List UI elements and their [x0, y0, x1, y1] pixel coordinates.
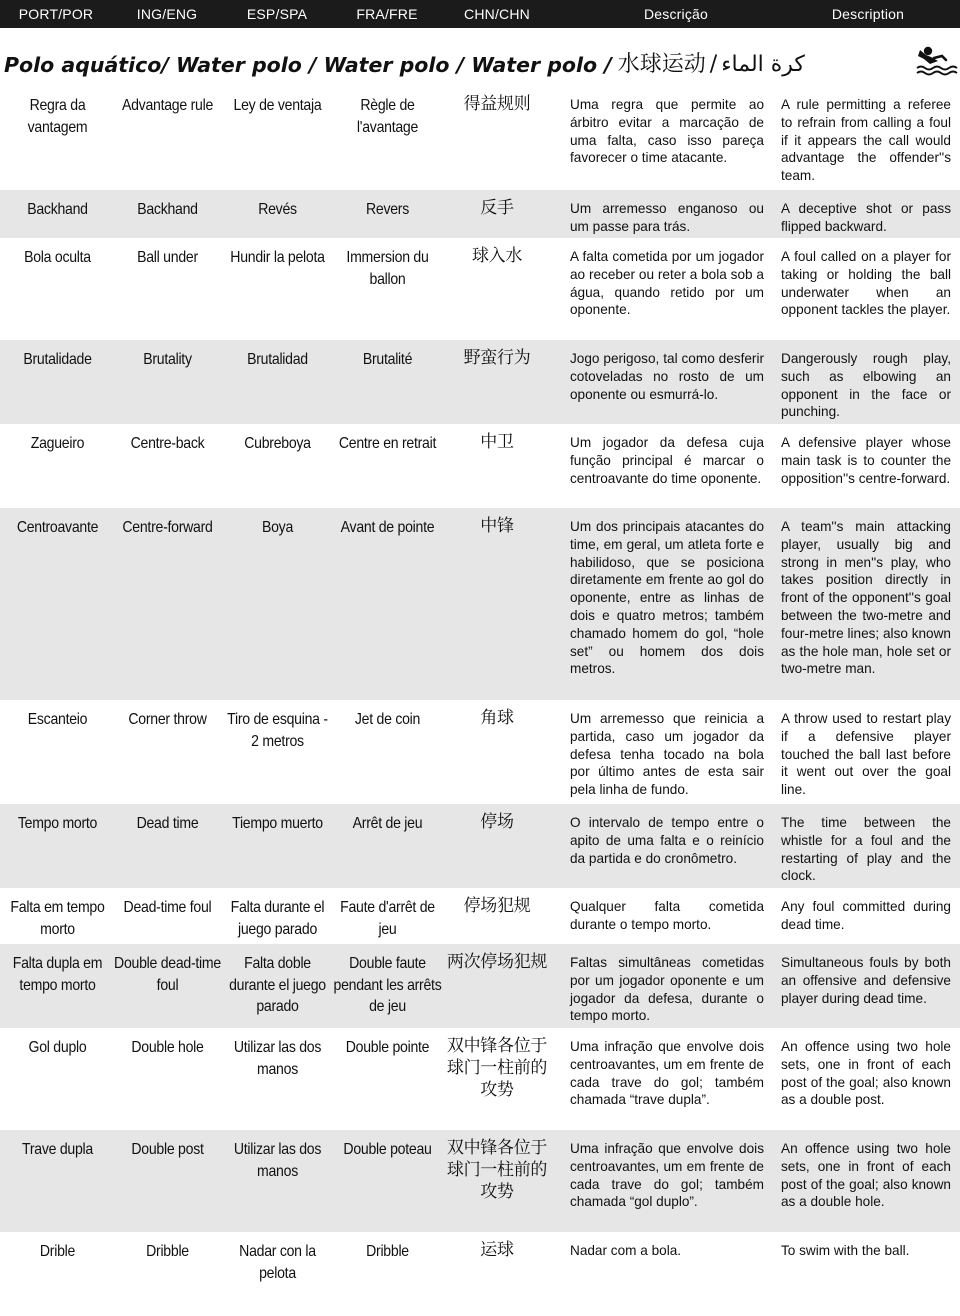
- table-row: [0, 944, 960, 1028]
- term-french: Double pointe: [345, 1039, 429, 1056]
- term-chinese: 野蛮行为: [463, 348, 531, 368]
- swimmer-icon: [916, 44, 958, 78]
- description-portuguese: Um arremesso que reinicia a partida, caso um jogador da defesa tenha tocado na bola por último antes de esta sair pela linha de fundo.: [570, 711, 764, 798]
- term-chinese: 停场犯规: [463, 896, 531, 916]
- column-header-fr: FRA/FRE: [356, 6, 418, 22]
- table-row: [0, 508, 960, 700]
- description-english: A defensive player whose main task is to counter the opposition''s centre-forward.: [781, 435, 951, 486]
- column-header-pt: PORT/POR: [18, 6, 94, 22]
- term-french: Jet de coin: [354, 711, 420, 728]
- description-portuguese: A falta cometida por um jogador ao receber ou reter a bola sob a água, quando retido por um oponente.: [570, 249, 764, 318]
- term-chinese: 中卫: [480, 432, 514, 452]
- title-latin: Polo aquático/ Water polo / Water polo / Water polo /: [4, 53, 612, 77]
- description-portuguese: Um jogador da defesa cuja função principal é marcar o centroavante do time oponente.: [570, 435, 764, 486]
- term-portuguese: Brutalidade: [22, 351, 92, 368]
- description-english: An offence using two hole sets, one in front of each post of the goal; also known as a double hole.: [781, 1141, 951, 1210]
- term-english: Dribble: [145, 1243, 189, 1260]
- term-english: Centre-back: [130, 435, 204, 452]
- description-english: An offence using two hole sets, one in front of each post of the goal; also known as a double post.: [781, 1039, 951, 1108]
- term-french: Double faute pendant les arrêts de jeu: [333, 955, 441, 1015]
- term-french: Arrêt de jeu: [352, 815, 422, 832]
- description-english: The time between the whistle for a foul and the restarting of play and the clock.: [781, 815, 951, 884]
- term-portuguese: Bola oculta: [23, 249, 91, 266]
- term-spanish: Falta durante el juego parado: [230, 899, 324, 938]
- term-portuguese: Gol duplo: [28, 1039, 86, 1056]
- term-english: Brutality: [142, 351, 192, 368]
- term-chinese: 中锋: [480, 516, 514, 536]
- table-row: [0, 1028, 960, 1130]
- term-spanish: Ley de ventaja: [233, 97, 321, 114]
- term-chinese: 得益规则: [463, 94, 531, 114]
- description-portuguese: Qualquer falta cometida durante o tempo morto.: [570, 899, 764, 932]
- description-portuguese: Uma infração que envolve dois centroavantes, um em frente de cada trave do gol; também chamada “trave dupla”.: [570, 1039, 764, 1108]
- term-chinese: 两次停场犯规: [446, 952, 548, 972]
- title-chinese: 水球运动: [617, 52, 706, 77]
- column-header-es: ESP/SPA: [246, 6, 308, 22]
- term-english: Dead-time foul: [123, 899, 211, 916]
- term-french: Brutalité: [362, 351, 412, 368]
- term-english: Dead time: [136, 815, 198, 832]
- table-row: [0, 190, 960, 238]
- title-arabic: كرة الماء: [721, 52, 805, 77]
- table-row: [0, 86, 960, 190]
- term-spanish: Falta doble durante el juego parado: [228, 955, 326, 1015]
- term-spanish: Revés: [257, 201, 297, 218]
- table-row: [0, 424, 960, 508]
- column-header-zh: CHN/CHN: [464, 6, 530, 22]
- description-portuguese: Um dos principais atacantes do time, em geral, um atleta forte e habilidoso, que se posiciona diretamente em frente ao gol do oponente, entre as linhas de dois e quatro metros; também chamado homem do gol, “hole set” ou homem dos dois metros.: [570, 519, 764, 677]
- term-english: Backhand: [136, 201, 198, 218]
- term-portuguese: Centroavante: [16, 519, 98, 536]
- term-portuguese: Falta dupla em tempo morto: [12, 955, 102, 994]
- description-portuguese: Um arremesso enganoso ou um passe para trás.: [570, 201, 764, 234]
- column-header-description: Description: [831, 6, 905, 22]
- description-english: Any foul committed during dead time.: [781, 899, 951, 932]
- term-english: Double dead-time foul: [113, 955, 221, 994]
- term-french: Règle de l'avantage: [356, 97, 418, 136]
- table-row: [0, 700, 960, 804]
- term-french: Centre en retrait: [338, 435, 436, 452]
- term-french: Double poteau: [342, 1141, 432, 1158]
- term-chinese: 双中锋各位于球门一柱前的攻势: [446, 1036, 548, 1100]
- table-row: [0, 340, 960, 424]
- term-portuguese: Escanteio: [27, 711, 87, 728]
- description-english: Simultaneous fouls by both an offensive and defensive player during dead time.: [781, 955, 951, 1006]
- term-spanish: Nadar con la pelota: [238, 1243, 316, 1282]
- term-spanish: Utilizar las dos manos: [233, 1141, 321, 1180]
- table-row: [0, 888, 960, 944]
- term-english: Double post: [130, 1141, 204, 1158]
- term-spanish: Utilizar las dos manos: [233, 1039, 321, 1078]
- term-portuguese: Backhand: [26, 201, 88, 218]
- description-english: A foul called on a player for taking or holding the ball underwater when an opponent tackles the player.: [781, 249, 951, 318]
- term-chinese: 停场: [480, 812, 514, 832]
- term-chinese: 双中锋各位于球门一柱前的攻势: [446, 1138, 548, 1202]
- description-portuguese: O intervalo de tempo entre o apito de uma falta e o reinício da partida e do cronômetro.: [570, 815, 764, 866]
- table-row: [0, 1232, 960, 1292]
- description-english: Dangerously rough play, such as elbowing an opponent in the face or punching.: [781, 351, 951, 420]
- column-header-en: ING/ENG: [136, 6, 198, 22]
- term-chinese: 运球: [480, 1240, 514, 1260]
- term-spanish: Brutalidad: [246, 351, 308, 368]
- term-portuguese: Trave dupla: [21, 1141, 93, 1158]
- description-portuguese: Faltas simultâneas cometidas por um jogador oponente e um jogador da defesa, durante o tempo morto.: [570, 955, 764, 1024]
- term-french: Dribble: [365, 1243, 409, 1260]
- description-english: A team''s main attacking player, usually big and strong in men''s play, who takes position directly in front of the opponent''s goal between the two-metre and four-metre lines; also known as the hole man, hole set or two-metre man.: [781, 519, 951, 677]
- column-header-descricao: Descrição: [643, 6, 709, 22]
- term-chinese: 反手: [480, 198, 514, 218]
- term-english: Centre-forward: [121, 519, 213, 536]
- column-header-bar: [0, 0, 960, 28]
- description-english: A deceptive shot or pass flipped backward.: [781, 201, 951, 234]
- term-french: Revers: [365, 201, 409, 218]
- description-portuguese: Jogo perigoso, tal como desferir cotoveladas no rosto de um oponente ou esmurrá-lo.: [570, 351, 764, 402]
- description-portuguese: Nadar com a bola.: [570, 1243, 682, 1258]
- description-english: A rule permitting a referee to refrain from calling a foul if it appears the call would advantage the offender''s team.: [781, 97, 951, 184]
- term-english: Advantage rule: [121, 97, 213, 114]
- page-title: [4, 44, 805, 84]
- term-portuguese: Drible: [39, 1243, 75, 1260]
- title-separator: /: [709, 52, 718, 77]
- term-spanish: Tiro de esquina - 2 metros: [226, 711, 328, 750]
- term-spanish: Cubreboya: [243, 435, 311, 452]
- term-english: Corner throw: [127, 711, 207, 728]
- term-spanish: Hundir la pelota: [229, 249, 325, 266]
- term-french: Avant de pointe: [340, 519, 434, 536]
- term-chinese: 角球: [480, 708, 514, 728]
- table-row: [0, 1130, 960, 1232]
- description-english: To swim with the ball.: [781, 1243, 910, 1258]
- term-chinese: 球入水: [471, 246, 523, 266]
- description-portuguese: Uma infração que envolve dois centroavantes, um em frente de cada trave do gol; também chamada “gol duplo”.: [570, 1141, 764, 1210]
- term-spanish: Boya: [261, 519, 293, 536]
- term-french: Immersion du ballon: [345, 249, 429, 288]
- term-portuguese: Tempo morto: [17, 815, 97, 832]
- description-english: A throw used to restart play if a defensive player touched the ball last before it went out over the goal line.: [781, 711, 951, 798]
- description-portuguese: Uma regra que permite ao árbitro evitar a marcação de uma falta, caso isso pareça favorecer o time atacante.: [570, 97, 764, 166]
- table-row: [0, 804, 960, 888]
- table-row: [0, 238, 960, 340]
- term-portuguese: Falta em tempo morto: [9, 899, 105, 938]
- term-portuguese: Zagueiro: [30, 435, 84, 452]
- term-english: Ball under: [136, 249, 198, 266]
- term-portuguese: Regra da vantagem: [27, 97, 87, 136]
- term-english: Double hole: [130, 1039, 204, 1056]
- term-french: Faute d'arrêt de jeu: [339, 899, 435, 938]
- term-spanish: Tiempo muerto: [231, 815, 323, 832]
